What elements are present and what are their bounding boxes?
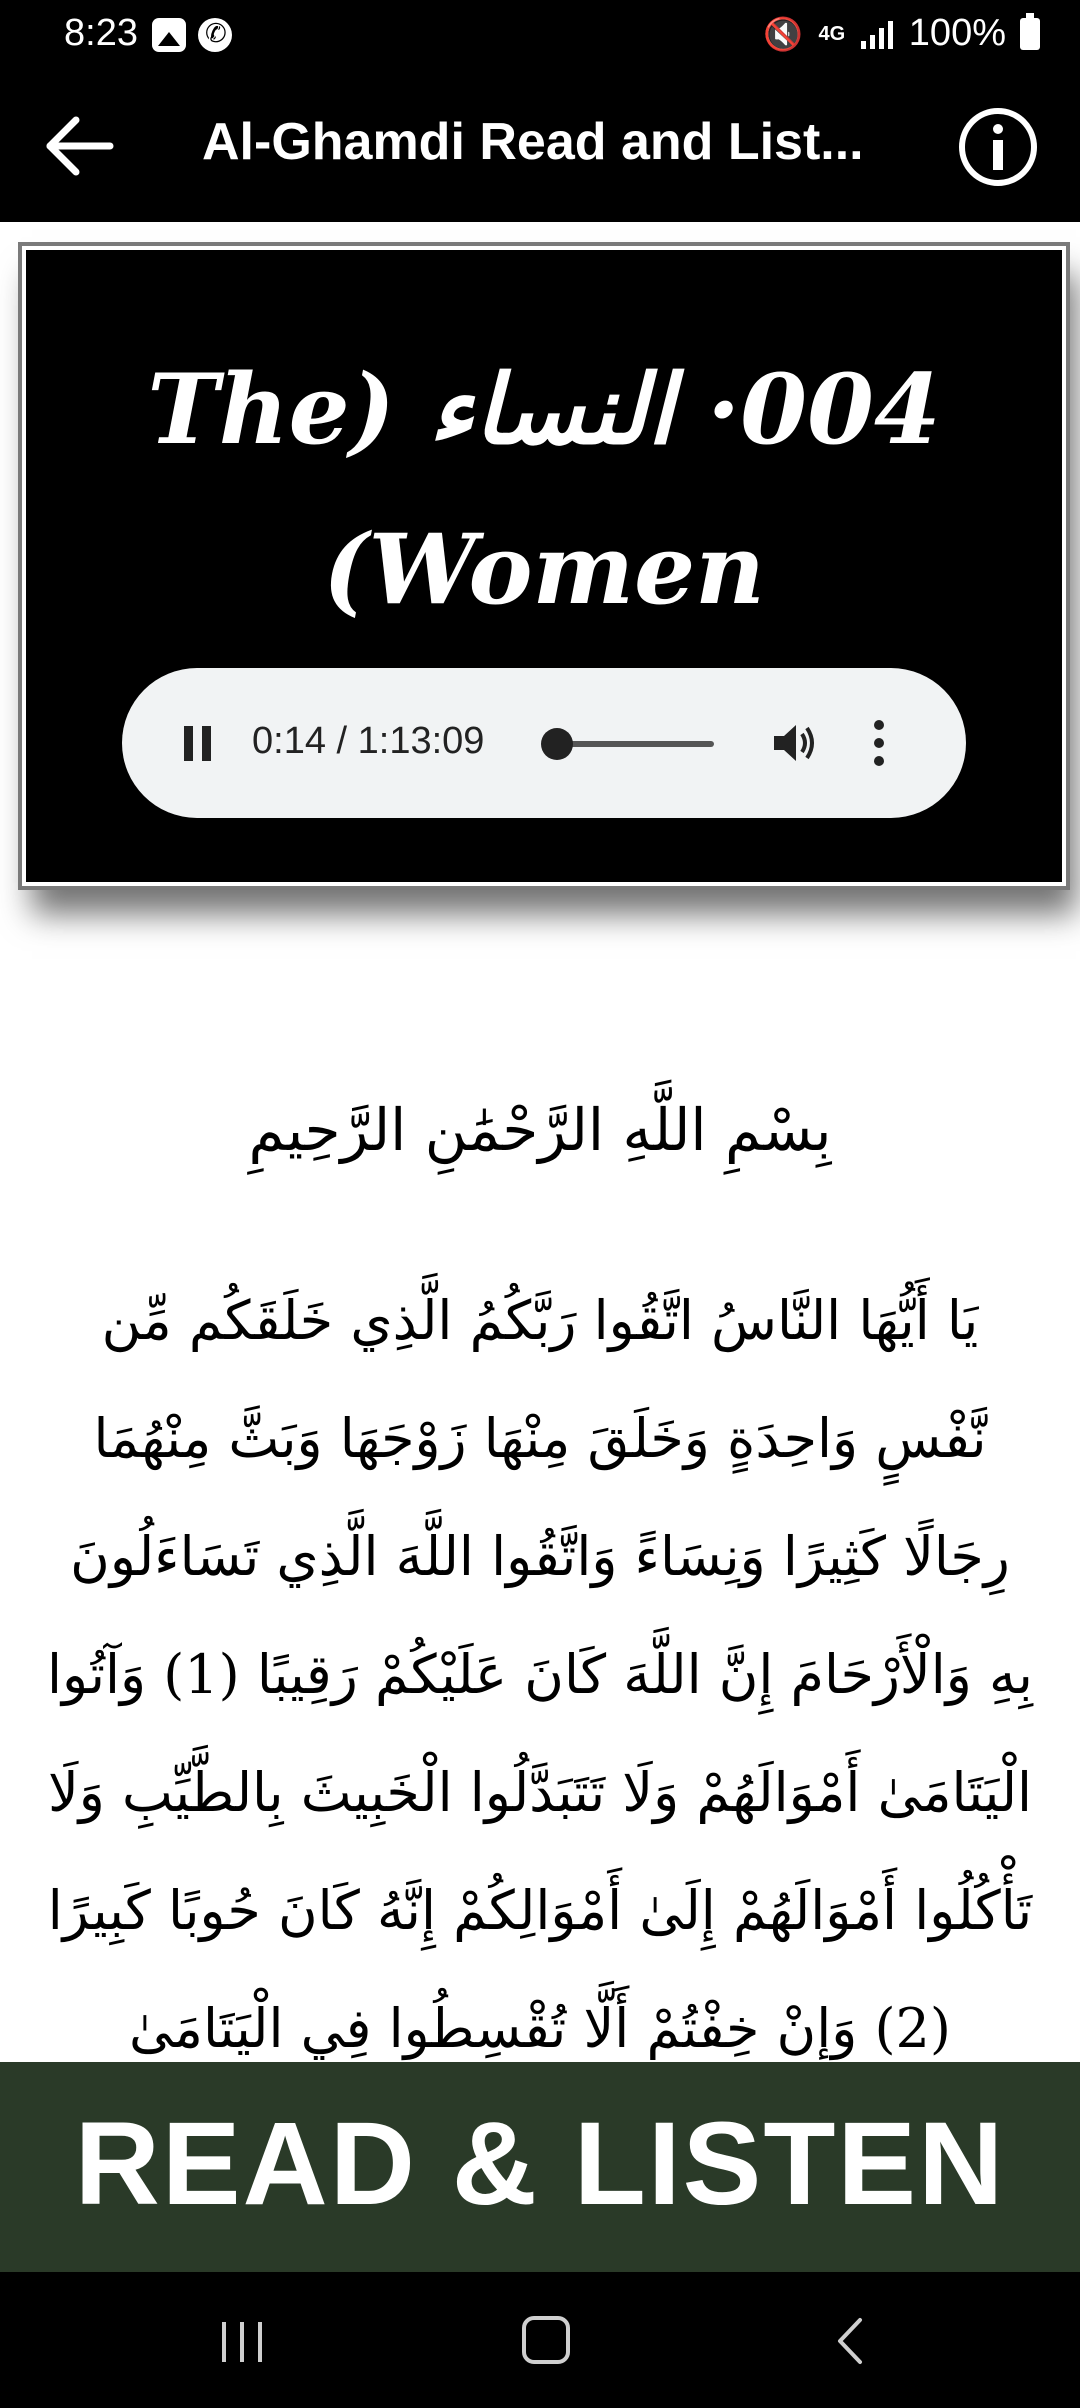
basmala: بِسْمِ اللَّهِ الرَّحْمَٰنِ الرَّحِيمِ (248, 1096, 832, 1164)
seek-thumb[interactable] (541, 728, 573, 760)
surah-verses: يَا أَيُّهَا النَّاسُ اتَّقُوا رَبَّكُمُ الَّذِي خَلَقَكُم مِّن نَّفْسٍ وَاحِدَةٍ وَخَلَقَ مِنْهَا زَوْجَهَا وَبَثَّ مِنْهُمَا رِجَالًا كَثِيرًا وَنِسَاءً وَاتَّقُوا اللَّهَ الَّذِي تَسَاءَلُونَ بِهِ وَالْأَرْحَامَ إِنَّ اللَّهَ كَانَ عَلَيْكُمْ رَقِيبًا (1) وَآتُوا الْيَتَامَىٰ أَمْوَالَهُمْ وَلَا تَتَبَدَّلُوا الْخَبِيثَ بِالطَّيِّبِ وَلَا تَأْكُلُوا أَمْوَالَهُمْ إِلَىٰ أَمْوَالِكُمْ إِنَّهُ كَانَ حُوبًا كَبِيرًا (2) وَإِنْ خِفْتُمْ أَلَّا تُقْسِطُوا فِي الْيَتَامَىٰ (47, 1289, 1033, 2060)
recent-apps-button[interactable] (222, 2322, 266, 2362)
system-nav-bar (0, 2272, 1080, 2408)
arrow-left-icon (40, 106, 120, 186)
call-notification-icon (198, 18, 232, 52)
audio-player[interactable] (122, 668, 966, 818)
battery-icon (1020, 18, 1040, 50)
network-type: 4G (818, 22, 846, 45)
status-indicators (763, 12, 1040, 55)
mute-icon: 🔇 (762, 14, 803, 53)
status-time: 8:23 (64, 12, 138, 54)
nav-back-button[interactable] (826, 2314, 876, 2368)
more-options-button[interactable] (866, 716, 892, 770)
battery-percent: 100% (908, 12, 1006, 54)
app-bar (0, 72, 1080, 222)
surah-player-card (22, 246, 1066, 886)
home-button[interactable] (522, 2316, 570, 2364)
gallery-notification-icon (152, 18, 186, 52)
back-button[interactable] (40, 106, 120, 186)
surah-title: 004· النساء (The Women) (147, 353, 941, 626)
info-button[interactable] (956, 105, 1040, 189)
playback-time: 0:14 / 1:13:09 (252, 720, 485, 762)
info-icon (956, 105, 1040, 189)
status-bar (0, 0, 1080, 72)
volume-icon (768, 716, 822, 770)
read-listen-banner[interactable] (0, 2062, 1080, 2272)
banner-text: READ & LISTEN (74, 2098, 1006, 2230)
signal-icon (861, 19, 895, 49)
volume-button[interactable] (768, 716, 822, 770)
chevron-left-icon (826, 2314, 876, 2368)
pause-button[interactable] (174, 718, 224, 768)
page-title: Al-Ghamdi Read and List... (202, 113, 864, 171)
